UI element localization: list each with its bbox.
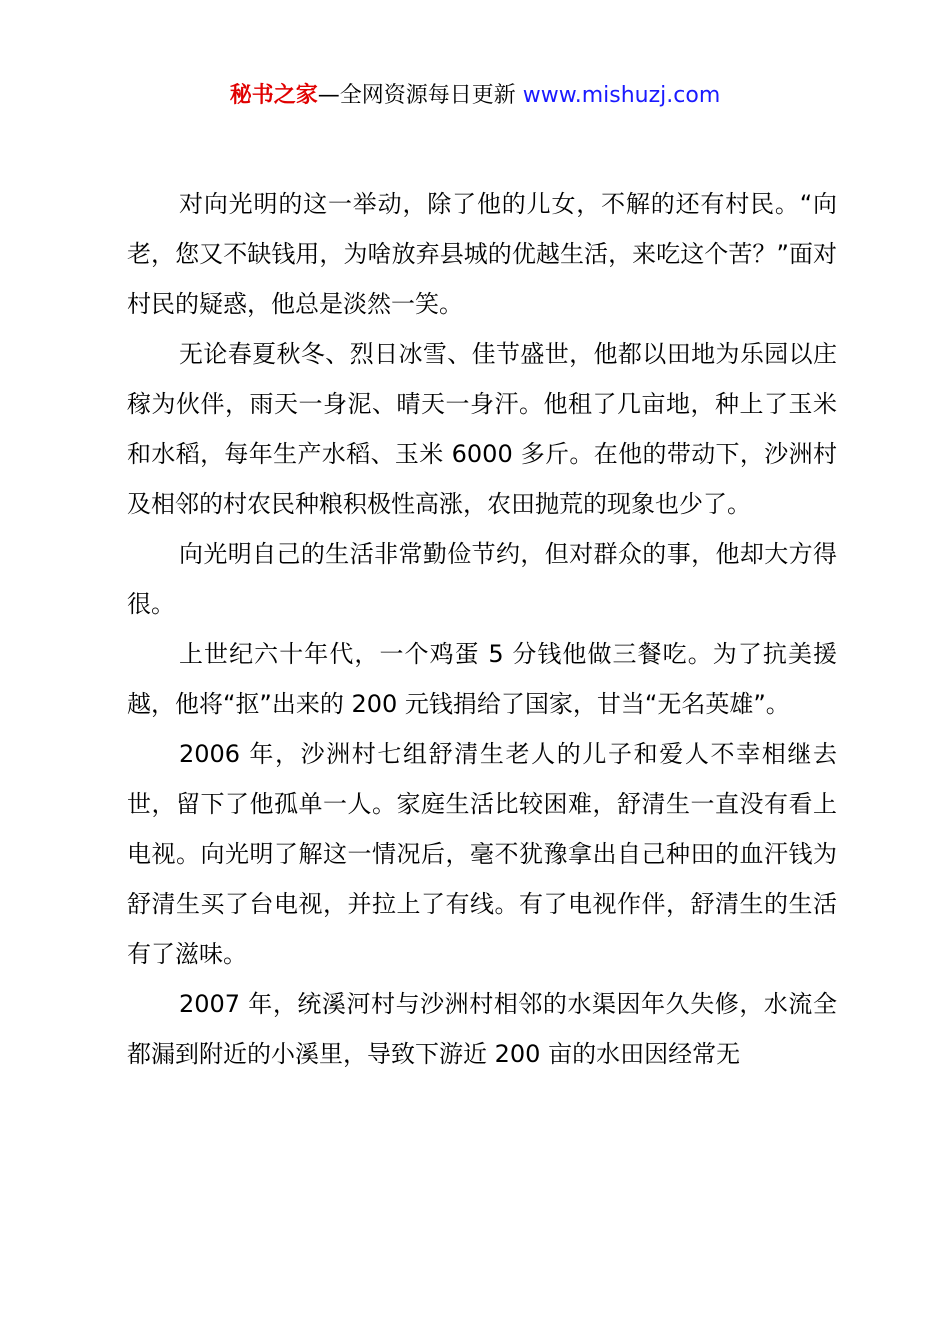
paragraph: 上世纪六十年代，一个鸡蛋 5 分钱他做三餐吃。为了抗美援越，他将“抠”出来的 200 元钱捐给了国家，甘当“无名英雄”。 bbox=[127, 640, 837, 718]
site-brand: 秘书之家 bbox=[229, 83, 318, 108]
paragraph: 向光明自己的生活非常勤俭节约，但对群众的事，他却大方得很。 bbox=[127, 540, 837, 618]
paragraph: 2007 年，统溪河村与沙洲村相邻的水渠因年久失修，水流全都漏到附近的小溪里，导致下游近 200 亩的水田因经常无 bbox=[127, 990, 837, 1068]
document-body bbox=[127, 179, 837, 1079]
paragraph: 无论春夏秋冬、烈日冰雪、佳节盛世，他都以田地为乐园以庄稼为伙伴，雨天一身泥、晴天一身汗。他租了几亩地，种上了玉米和水稻，每年生产水稻、玉米 6000 多斤。在他的带动下，沙洲村及相邻的村农民种粮积极性高涨，农田抛荒的现象也少了。 bbox=[127, 340, 837, 518]
paragraph: 对向光明的这一举动，除了他的儿女，不解的还有村民。“向老，您又不缺钱用，为啥放弃县城的优越生活，来吃这个苦？”面对村民的疑惑，他总是淡然一笑。 bbox=[127, 190, 837, 318]
site-url-link[interactable]: www.mishuzj.com bbox=[522, 83, 721, 108]
site-tagline: —全网资源每日更新 bbox=[317, 83, 523, 108]
paragraph: 2006 年，沙洲村七组舒清生老人的儿子和爱人不幸相继去世，留下了他孤单一人。家庭生活比较困难，舒清生一直没有看上电视。向光明了解这一情况后，毫不犹豫拿出自己种田的血汗钱为舒清生买了台电视，并拉上了有线。有了电视作伴，舒清生的生活有了滋味。 bbox=[127, 740, 837, 968]
site-header bbox=[0, 80, 950, 112]
